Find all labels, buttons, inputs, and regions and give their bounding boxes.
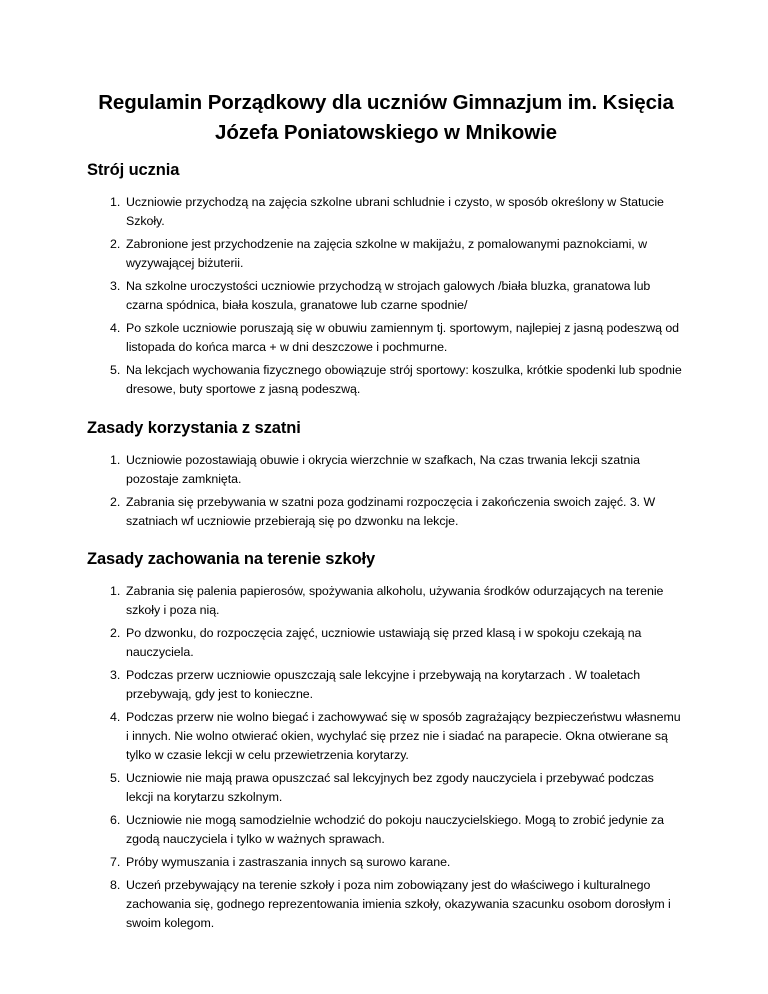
list-item <box>88 361 684 399</box>
list-item <box>88 624 684 662</box>
section-heading: Zasady korzystania z szatni <box>87 419 301 437</box>
list-item <box>88 451 684 489</box>
rules-list <box>88 193 684 399</box>
item-number: 6. <box>110 813 121 827</box>
item-number: 5. <box>110 363 121 377</box>
title-line-2: Józefa Poniatowskiego w Mnikowie <box>215 121 557 144</box>
item-text: Uczniowie nie mają prawa opuszczać sal lekcyjnych bez zgody nauczyciela i przebywać podczas lekcji na korytarzu szkolnym. <box>126 771 654 804</box>
item-text: Zabrania się palenia papierosów, spożywania alkoholu, używania środków odurzających na terenie szkoły i poza nią. <box>126 584 664 617</box>
item-text: Zabronione jest przychodzenie na zajęcia szkolne w makijażu, z pomalowanymi paznokciami, w wyzywającej biżuterii. <box>126 237 647 270</box>
section-szatnia <box>88 417 684 531</box>
item-text: Na szkolne uroczystości uczniowie przychodzą w strojach galowych /biała bluzka, granatowa lub czarna spódnica, biała koszula, granatowe lub czarne spodnie/ <box>126 279 651 312</box>
rules-list <box>88 582 684 933</box>
list-item <box>88 319 684 357</box>
list-item <box>88 853 684 872</box>
item-number: 2. <box>110 495 121 509</box>
item-number: 2. <box>110 626 121 640</box>
item-number: 4. <box>110 321 121 335</box>
item-number: 2. <box>110 237 121 251</box>
list-item <box>88 666 684 704</box>
section-heading: Strój ucznia <box>87 161 180 179</box>
document-title <box>88 88 684 148</box>
item-number: 5. <box>110 771 121 785</box>
section-heading: Zasady zachowania na terenie szkoły <box>87 550 376 568</box>
section-stroj-ucznia <box>88 159 684 399</box>
item-number: 4. <box>110 710 121 724</box>
item-number: 8. <box>110 878 121 892</box>
list-item <box>88 769 684 807</box>
list-item <box>88 235 684 273</box>
item-text: Uczniowie nie mogą samodzielnie wchodzić do pokoju nauczycielskiego. Mogą to zrobić jedynie za zgodą nauczyciela i tylko w ważnych sprawach. <box>126 813 665 846</box>
item-number: 7. <box>110 855 121 869</box>
item-text: Uczniowie przychodzą na zajęcia szkolne ubrani schludnie i czysto, w sposób określony w Statucie Szkoły. <box>126 195 664 228</box>
item-number: 3. <box>110 668 121 682</box>
list-item <box>88 811 684 849</box>
title-line-1: Regulamin Porządkowy dla uczniów Gimnazjum im. Księcia <box>98 91 674 114</box>
item-text: Podczas przerw uczniowie opuszczają sale lekcyjne i przebywają na korytarzach . W toaletach przebywają, gdy jest to konieczne. <box>126 668 641 701</box>
list-item <box>88 493 684 531</box>
list-item <box>88 708 684 765</box>
item-text: Po szkole uczniowie poruszają się w obuwiu zamiennym tj. sportowym, najlepiej z jasną podeszwą od listopada do końca marca + w dni deszczowe i pochmurne. <box>126 321 680 354</box>
item-text: Próby wymuszania i zastraszania innych są surowo karane. <box>126 855 451 869</box>
list-item <box>88 277 684 315</box>
list-item <box>88 193 684 231</box>
list-item <box>88 582 684 620</box>
item-number: 1. <box>110 453 121 467</box>
item-text: Po dzwonku, do rozpoczęcia zajęć, uczniowie ustawiają się przed klasą i w spokoju czekają na nauczyciela. <box>126 626 642 659</box>
item-number: 1. <box>110 195 121 209</box>
item-number: 3. <box>110 279 121 293</box>
section-zachowanie <box>88 548 684 933</box>
rules-list <box>88 451 684 531</box>
item-number: 1. <box>110 584 121 598</box>
item-text: Uczniowie pozostawiają obuwie i okrycia wierzchnie w szafkach, Na czas trwania lekcji szatnia pozostaje zamknięta. <box>126 453 640 486</box>
item-text: Podczas przerw nie wolno biegać i zachowywać się w sposób zagrażający bezpieczeństwu własnemu i innych. Nie wolno otwierać okien, wychylać się przez nie i siadać na parapecie. Okna otwierane są tylko w czasie lekcji w celu przewietrzenia korytarzy. <box>126 710 681 762</box>
list-item <box>88 876 684 933</box>
document-page <box>88 88 684 951</box>
item-text: Na lekcjach wychowania fizycznego obowiązuje strój sportowy: koszulka, krótkie spodenki lub spodnie dresowe, buty sportowe z jasną podeszwą. <box>126 363 682 396</box>
item-text: Uczeń przebywający na terenie szkoły i poza nim zobowiązany jest do właściwego i kulturalnego zachowania się, godnego reprezentowania imienia szkoły, okazywania szacunku osobom dorosłym i swoim kolegom. <box>126 878 671 930</box>
item-text: Zabrania się przebywania w szatni poza godzinami rozpoczęcia i zakończenia swoich zajęć. 3. W szatniach wf uczniowie przebierają się po dzwonku na lekcje. <box>126 495 656 528</box>
